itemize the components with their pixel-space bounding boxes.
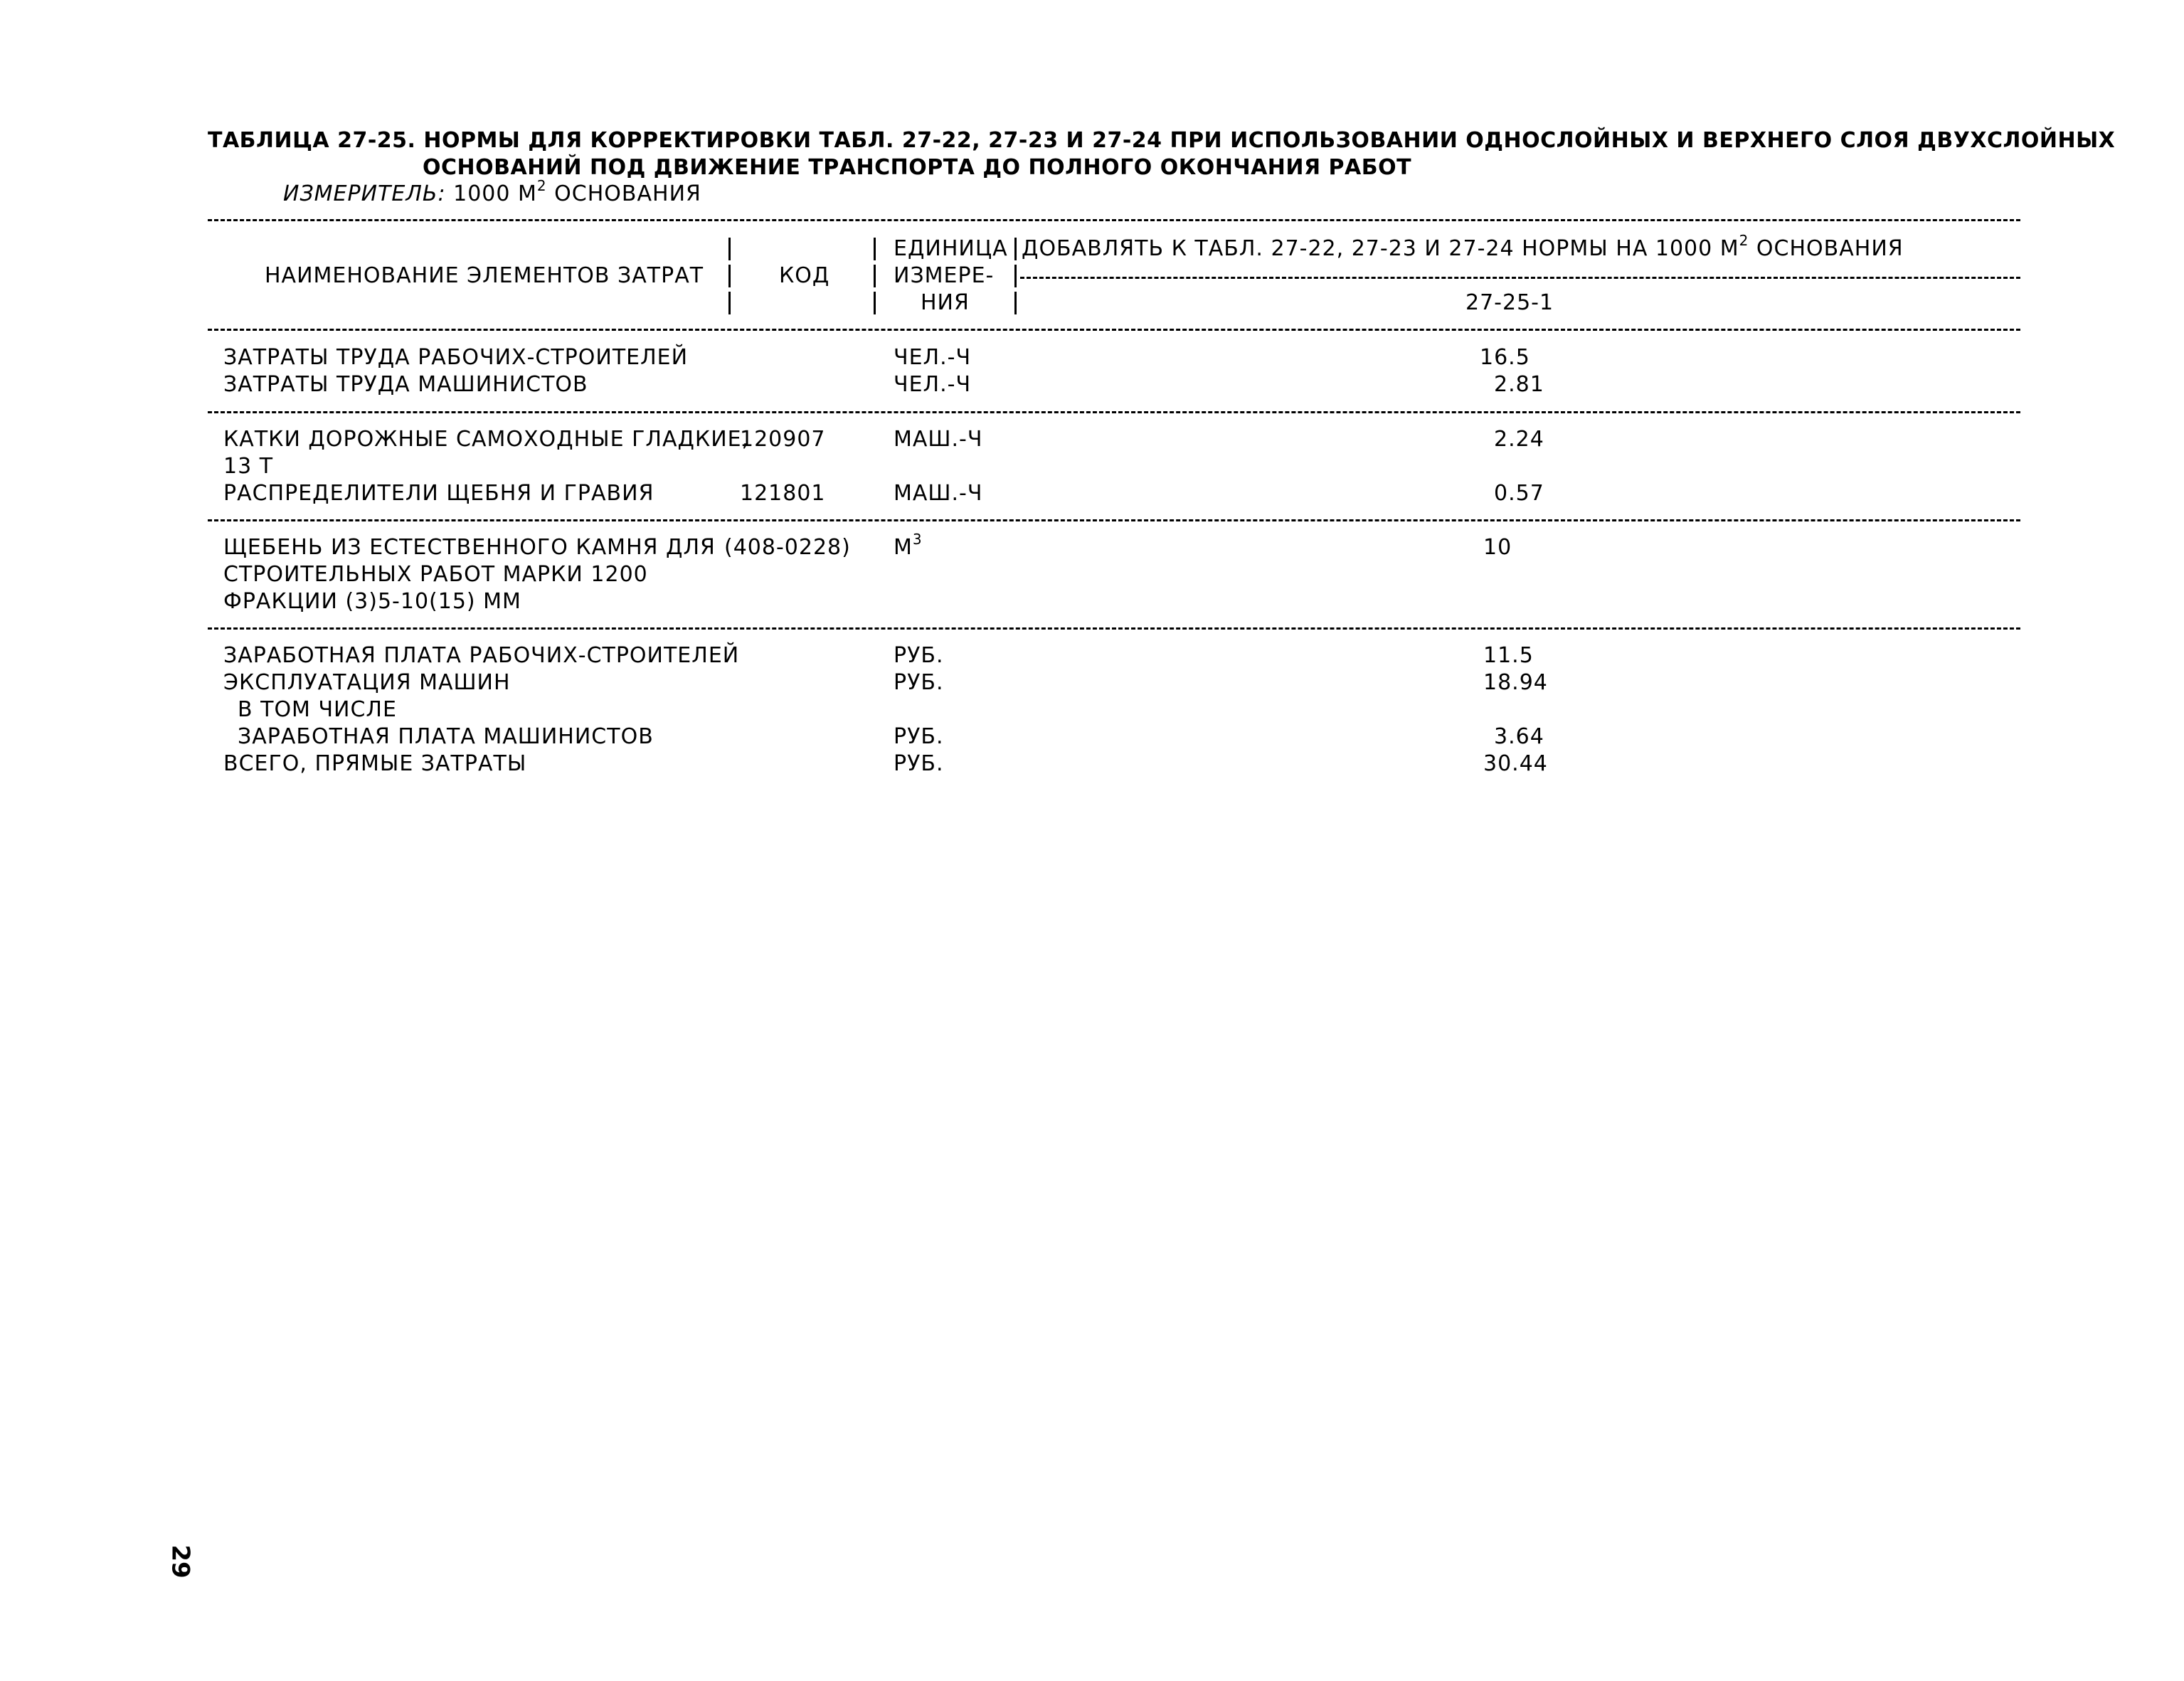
row-name: ЭКСПЛУАТАЦИЯ МАШИН xyxy=(223,670,511,695)
header-bottom-rule xyxy=(208,329,2020,331)
row-unit: ЧЕЛ.-Ч xyxy=(894,372,972,397)
header-separator xyxy=(874,238,876,260)
header-separator xyxy=(728,292,731,314)
header-separator xyxy=(728,238,731,260)
table-top-rule xyxy=(208,219,2020,221)
row-name: РАСПРЕДЕЛИТЕЛИ ЩЕБНЯ И ГРАВИЯ xyxy=(223,481,654,506)
header-separator xyxy=(1014,265,1017,287)
row-name: В ТОМ ЧИСЛЕ xyxy=(238,697,397,722)
header-add-norms: ДОБАВЛЯТЬ К ТАБЛ. 27-22, 27-23 И 27-24 НОРМЫ НА 1000 $М^2$ ОСНОВАНИЯ xyxy=(1022,232,1904,261)
row-unit: РУБ. xyxy=(894,643,944,668)
row-unit: РУБ. xyxy=(894,751,944,776)
row-code: (408-0228) xyxy=(724,535,851,560)
group-rule xyxy=(208,411,2020,413)
table-title-line-1: ТАБЛИЦА 27-25. НОРМЫ ДЛЯ КОРРЕКТИРОВКИ ТАБЛ. 27-22, 27-23 И 27-24 ПРИ ИСПОЛЬЗОВАНИИ ОДНОСЛОЙНЫХ И ВЕРХНЕГО СЛОЯ ДВУХСЛОЙНЫХ xyxy=(208,128,2116,153)
header-column-code: 27-25-1 xyxy=(1465,290,1554,315)
row-name: ВСЕГО, ПРЯМЫЕ ЗАТРАТЫ xyxy=(223,751,527,776)
header-separator xyxy=(728,265,731,287)
row-name: ЩЕБЕНЬ ИЗ ЕСТЕСТВЕННОГО КАМНЯ ДЛЯ xyxy=(223,535,716,560)
measure-value: 1000 $М^2$ ОСНОВАНИЯ xyxy=(453,177,701,206)
measure-line xyxy=(283,177,701,206)
row-value: 10 xyxy=(1483,535,1512,560)
header-separator xyxy=(874,265,876,287)
row-value: 2.81 xyxy=(1494,372,1544,397)
header-separator xyxy=(874,292,876,314)
row-unit: ЧЕЛ.-Ч xyxy=(894,345,972,370)
row-name: ЗАТРАТЫ ТРУДА РАБОЧИХ-СТРОИТЕЛЕЙ xyxy=(223,345,689,370)
table-title-line-2: ОСНОВАНИЙ ПОД ДВИЖЕНИЕ ТРАНСПОРТА ДО ПОЛНОГО ОКОНЧАНИЯ РАБОТ xyxy=(423,155,1412,180)
page-number: 29 xyxy=(166,1544,195,1579)
row-value: 3.64 xyxy=(1494,724,1544,749)
row-value: 30.44 xyxy=(1483,751,1548,776)
row-name: СТРОИТЕЛЬНЫХ РАБОТ МАРКИ 1200 xyxy=(223,562,648,587)
row-unit: РУБ. xyxy=(894,724,944,749)
header-separator xyxy=(1014,238,1017,260)
row-name: ЗАТРАТЫ ТРУДА МАШИНИСТОВ xyxy=(223,372,588,397)
measure-label: ИЗМЕРИТЕЛЬ: xyxy=(283,181,446,206)
header-code: КОД xyxy=(779,263,830,288)
row-name: 13 Т xyxy=(223,454,274,479)
row-value: 0.57 xyxy=(1494,481,1544,506)
row-value: 11.5 xyxy=(1483,643,1534,668)
row-name: ФРАКЦИИ (3)5-10(15) ММ xyxy=(223,589,521,614)
group-rule xyxy=(208,627,2020,630)
row-unit: МАШ.-Ч xyxy=(894,481,983,506)
group-rule xyxy=(208,519,2020,521)
row-unit: РУБ. xyxy=(894,670,944,695)
row-name: ЗАРАБОТНАЯ ПЛАТА МАШИНИСТОВ xyxy=(238,724,654,749)
header-separator xyxy=(1014,292,1017,314)
header-unit-3: НИЯ xyxy=(921,290,970,315)
header-name: НАИМЕНОВАНИЕ ЭЛЕМЕНТОВ ЗАТРАТ xyxy=(265,263,704,288)
row-value: 18.94 xyxy=(1483,670,1548,695)
row-code: 120907 xyxy=(740,427,826,452)
row-unit: $М^3$ xyxy=(894,531,923,560)
row-code: 121801 xyxy=(740,481,826,506)
row-value: 16.5 xyxy=(1480,345,1530,370)
row-unit: МАШ.-Ч xyxy=(894,427,983,452)
header-subrule xyxy=(1020,277,2020,279)
row-name: ЗАРАБОТНАЯ ПЛАТА РАБОЧИХ-СТРОИТЕЛЕЙ xyxy=(223,643,740,668)
header-unit-2: ИЗМЕРЕ- xyxy=(894,263,995,288)
row-name: КАТКИ ДОРОЖНЫЕ САМОХОДНЫЕ ГЛАДКИЕ, xyxy=(223,427,750,452)
header-unit-1: ЕДИНИЦА xyxy=(894,236,1008,261)
row-value: 2.24 xyxy=(1494,427,1544,452)
